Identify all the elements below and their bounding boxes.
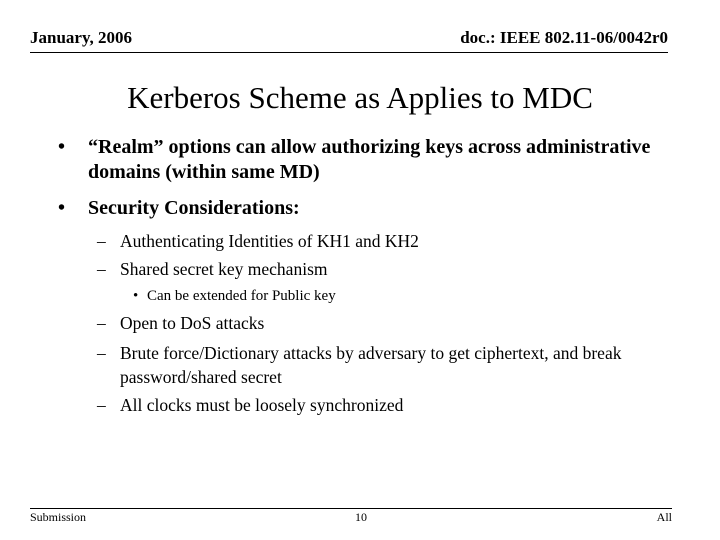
sub-bullet-shared-secret xyxy=(97,257,677,281)
sub-sub-bullet-text: Can be extended for Public key xyxy=(147,288,336,304)
sub-sub-bullet-public-key xyxy=(133,287,653,305)
footer-page-number: 10 xyxy=(355,510,367,524)
sub-bullet-text: Authenticating Identities of KH1 and KH2 xyxy=(120,231,419,251)
bullet-marker: • xyxy=(58,197,66,219)
sub-bullet-dos-attacks xyxy=(97,311,677,335)
dash-marker: – xyxy=(97,343,106,363)
header-date: January, 2006 xyxy=(30,28,133,47)
dash-marker: – xyxy=(97,313,106,333)
bullet-marker: • xyxy=(133,288,139,304)
sub-bullet-text: Open to DoS attacks xyxy=(120,313,265,333)
sub-bullet-authenticating-identities xyxy=(97,229,677,253)
header-divider xyxy=(30,52,668,53)
bullet-marker: • xyxy=(58,136,66,158)
footer-divider xyxy=(30,508,672,509)
dash-marker: – xyxy=(97,231,106,251)
bullet-realm-options xyxy=(58,135,678,185)
slide-title: Kerberos Scheme as Applies to MDC xyxy=(127,80,593,115)
header-doc-id: doc.: IEEE 802.11-06/0042r0 xyxy=(460,28,668,47)
bullet-text: “Realm” options can allow authorizing keys across administrative domains (within same MD) xyxy=(88,136,651,183)
sub-bullet-text: Brute force/Dictionary attacks by adversary to get ciphertext, and break password/shared secret xyxy=(120,343,622,387)
footer-author: All xyxy=(656,510,672,524)
dash-marker: – xyxy=(97,259,106,279)
dash-marker: – xyxy=(97,395,106,415)
sub-bullet-clocks xyxy=(97,393,677,417)
sub-bullet-text: All clocks must be loosely synchronized xyxy=(120,395,404,415)
footer-submission: Submission xyxy=(30,510,87,524)
bullet-text: Security Considerations: xyxy=(88,197,300,219)
sub-bullet-brute-force xyxy=(97,341,677,389)
bullet-security-considerations xyxy=(58,196,678,221)
sub-bullet-text: Shared secret key mechanism xyxy=(120,259,328,279)
